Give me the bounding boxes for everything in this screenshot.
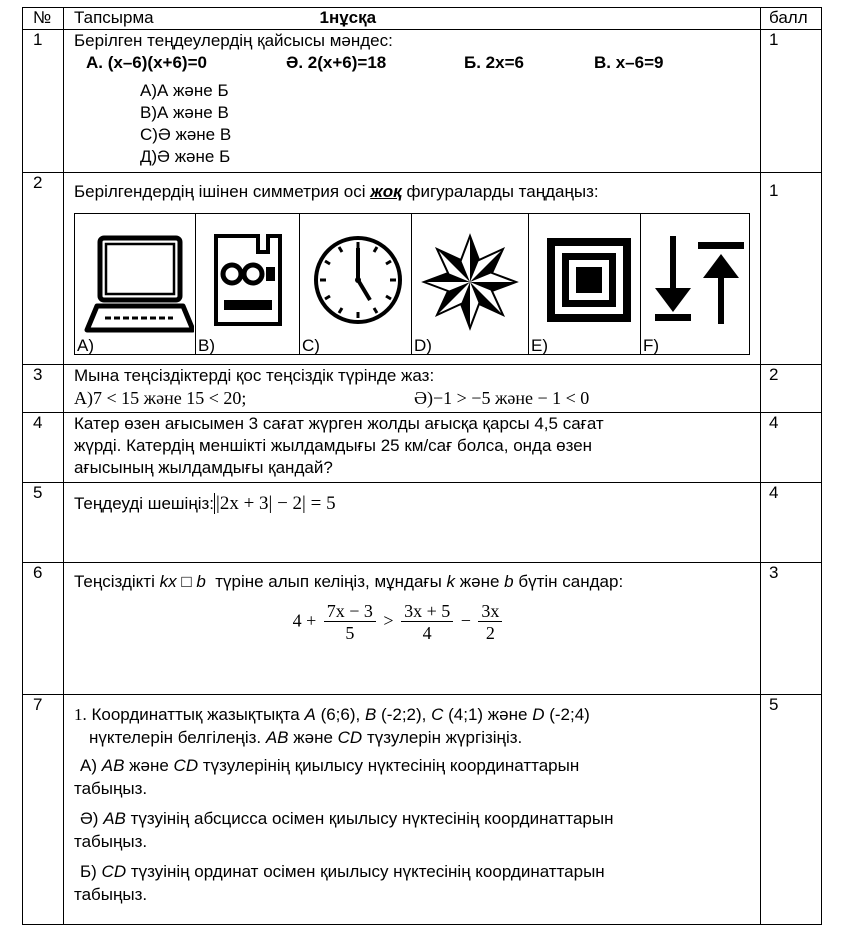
point-name: А (304, 705, 316, 724)
point-name: В (364, 705, 377, 724)
task-row-3 (23, 365, 822, 413)
text-part: түзуінің абсцисса осімен қиылысу нүктесінің координаттарын (125, 809, 614, 828)
option-ae: Ә. 2(x+6)=18 (286, 53, 387, 72)
denominator: 4 (422, 623, 432, 643)
text-part: (-2;4) (544, 705, 590, 724)
text-part: Координаттық жазықтықта (86, 705, 305, 724)
task-number: 4 (23, 413, 64, 483)
task-row-1 (23, 30, 822, 173)
task-points: 1 (761, 173, 822, 365)
inequality-formula (74, 601, 754, 644)
figure-label: F) (643, 336, 660, 355)
cassette-icon (196, 214, 298, 354)
line-name: АВ (103, 809, 126, 828)
question-text-part: түріне алып келіңіз, мұндағы (205, 572, 447, 591)
line-name: CD (173, 756, 199, 775)
task-content (64, 365, 761, 413)
line-name: CD (337, 728, 363, 747)
task-content (64, 413, 761, 483)
question-text-part: Теңсіздікті (74, 572, 160, 591)
inequality-a: А)7 < 15 және 15 < 20; (74, 388, 247, 408)
var-k: k (446, 572, 456, 591)
line-name: АВ (265, 728, 289, 747)
text-part: түзуінің ординат осімен қиылысу нүктесінің координаттарын (126, 862, 605, 881)
figure-cell (529, 214, 641, 355)
figure-cell (412, 214, 529, 355)
arrows-icon (641, 214, 746, 354)
clock-icon (300, 214, 410, 354)
task-points: 2 (761, 365, 822, 413)
answer-list (74, 80, 754, 168)
option-b: Б. 2x=6 (464, 53, 524, 72)
task-content (64, 30, 761, 173)
comparison-box: □ (176, 572, 197, 591)
sub-question-ae-cont: табыңыз. (74, 832, 148, 851)
task-number: 3 (23, 365, 64, 413)
task-content (64, 483, 761, 563)
question-text-part: және (455, 572, 505, 591)
nested-squares-icon (529, 214, 639, 354)
sub-question-b (74, 860, 754, 883)
numerator: 7x − 3 (324, 601, 376, 622)
header-task-cell (64, 8, 761, 30)
emphasis-word: жоқ (370, 182, 402, 201)
inequality-row (74, 387, 754, 410)
equation-options (74, 52, 754, 74)
task-row-6 (23, 563, 822, 695)
answer-item: Д)Ә және Б (140, 147, 231, 166)
header-no: № (23, 8, 64, 30)
task-number: 1 (23, 30, 64, 173)
sub-question-b-cont: табыңыз. (74, 885, 148, 904)
question-line (74, 726, 754, 749)
sub-question-a-cont: табыңыз. (74, 779, 148, 798)
question-text-part: фигураларды таңдаңыз: (401, 182, 599, 201)
question-text-part: Берілгендердің ішінен симметрия осі (74, 182, 371, 201)
figure-table (74, 213, 750, 355)
header-row (23, 8, 822, 30)
task-content (64, 173, 761, 365)
formula-operator: > (383, 610, 394, 631)
text-part: және (288, 728, 338, 747)
header-points: балл (761, 8, 822, 30)
task-content (64, 563, 761, 695)
question-text (74, 181, 754, 203)
task-number: 5 (23, 483, 64, 563)
question-text: Мына теңсіздіктерді қос теңсіздік түрінде жаз: (74, 366, 435, 385)
task-table (22, 7, 822, 925)
question-text: Берілген теңдеулердің қайсысы мәндес: (74, 31, 393, 50)
text-part: түзулерінің қиылысу нүктесінің координаттарын (198, 756, 580, 775)
task-row-5 (23, 483, 822, 563)
numerator: 3x + 5 (401, 601, 453, 622)
figure-cell (196, 214, 300, 355)
line-name: CD (101, 862, 127, 881)
sub-question-a (74, 754, 754, 777)
star-icon (412, 214, 527, 354)
task-points: 4 (761, 413, 822, 483)
figure-label: A) (77, 336, 94, 355)
figure-cell (75, 214, 196, 355)
header-task: Тапсырма (74, 8, 154, 27)
denominator: 5 (345, 623, 355, 643)
task-points: 5 (761, 695, 822, 925)
text-part: Ә) (80, 809, 104, 828)
figure-label: E) (531, 336, 548, 355)
task-number: 7 (23, 695, 64, 925)
text-part: түзулерін жүргізіңіз. (362, 728, 523, 747)
answer-item: В)А және В (140, 103, 229, 122)
variant-label: 1нұсқа (319, 8, 377, 27)
text-part: А) (80, 756, 102, 775)
question-text-part: бүтін сандар: (513, 572, 624, 591)
var-kx: kx (159, 572, 177, 591)
question-line: ағысының жылдамдығы қандай? (74, 458, 333, 477)
var-b: b (504, 572, 514, 591)
figure-cell (641, 214, 750, 355)
task-content (64, 695, 761, 925)
task-number: 2 (23, 173, 64, 365)
var-b: b (196, 572, 206, 591)
task-row-7 (23, 695, 822, 925)
laptop-icon (75, 214, 194, 354)
figure-label: B) (198, 336, 215, 355)
task-points: 4 (761, 483, 822, 563)
point-name: С (431, 705, 444, 724)
text-part: Б) (80, 862, 102, 881)
formula-term: 4 + (292, 610, 317, 631)
text-part: (-2;2), (376, 705, 432, 724)
option-v: В. x–6=9 (594, 53, 664, 72)
question-label: Теңдеуді шешіңіз: (74, 494, 215, 513)
question-line: жүрді. Катердің меншікті жылдамдығы 25 км/сағ болса, онда өзен (74, 436, 593, 455)
line-name: АВ (101, 756, 125, 775)
inequality-ae: Ә)−1 > −5 және − 1 < 0 (414, 388, 590, 408)
task-row-4 (23, 413, 822, 483)
answer-item: А)А және Б (140, 81, 229, 100)
equation: |2x + 3| − 2| = 5 (216, 493, 336, 514)
text-part: (6;6), (315, 705, 365, 724)
figure-label: C) (302, 336, 320, 355)
formula-operator: − (460, 610, 471, 631)
task-points: 1 (761, 30, 822, 173)
answer-item: С)Ә және В (140, 125, 232, 144)
figure-cell (300, 214, 412, 355)
text-part: (4;1) және (443, 705, 533, 724)
fraction (324, 601, 376, 644)
item-number: 1. (74, 705, 87, 724)
text-part: және (124, 756, 174, 775)
point-name: D (532, 705, 545, 724)
question-line: Катер өзен ағысымен 3 сағат жүрген жолды ағысқа қарсы 4,5 сағат (74, 414, 604, 433)
question-text (74, 492, 754, 516)
question-text (74, 571, 754, 593)
fraction (401, 601, 453, 644)
task-points: 3 (761, 563, 822, 695)
sub-question-ae (74, 807, 754, 830)
task-row-2 (23, 173, 822, 365)
question-line (74, 703, 754, 726)
option-a: А. (x–6)(x+6)=0 (86, 53, 207, 72)
figure-label: D) (414, 336, 432, 355)
fraction (478, 601, 502, 644)
task-number: 6 (23, 563, 64, 695)
text-part: нүктелерін белгілеңіз. (89, 728, 266, 747)
numerator: 3x (478, 601, 502, 622)
denominator: 2 (485, 623, 495, 643)
